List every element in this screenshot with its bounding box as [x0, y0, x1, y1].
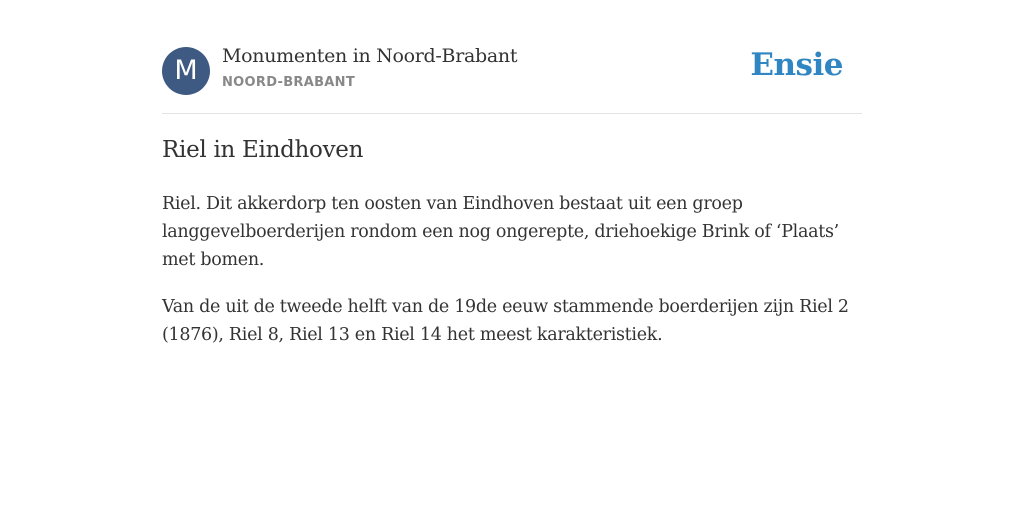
collection-title[interactable]: Monumenten in Noord-Brabant [222, 45, 518, 67]
article-paragraph: Van de uit de tweede helft van de 19de eeuw stammende boerderijen zijn Riel 2 (1876), Riel 8, Riel 13 en Riel 14 het meest karakteristiek. [162, 297, 849, 345]
article-card [162, 0, 862, 345]
article-title: Riel in Eindhoven [162, 137, 364, 163]
ensie-logo[interactable]: Ensie [750, 47, 843, 83]
article-paragraph: Riel. Dit akkerdorp ten oosten van Eindhoven bestaat uit een groep langgevelboerderijen rondom een nog ongerepte, driehoekige Brink of ‘Plaats’ met bomen. [162, 194, 839, 270]
collection-subtitle: NOORD-BRABANT [222, 75, 356, 90]
avatar[interactable]: M [162, 47, 210, 95]
collection-header [162, 0, 862, 114]
article-body [162, 190, 852, 368]
